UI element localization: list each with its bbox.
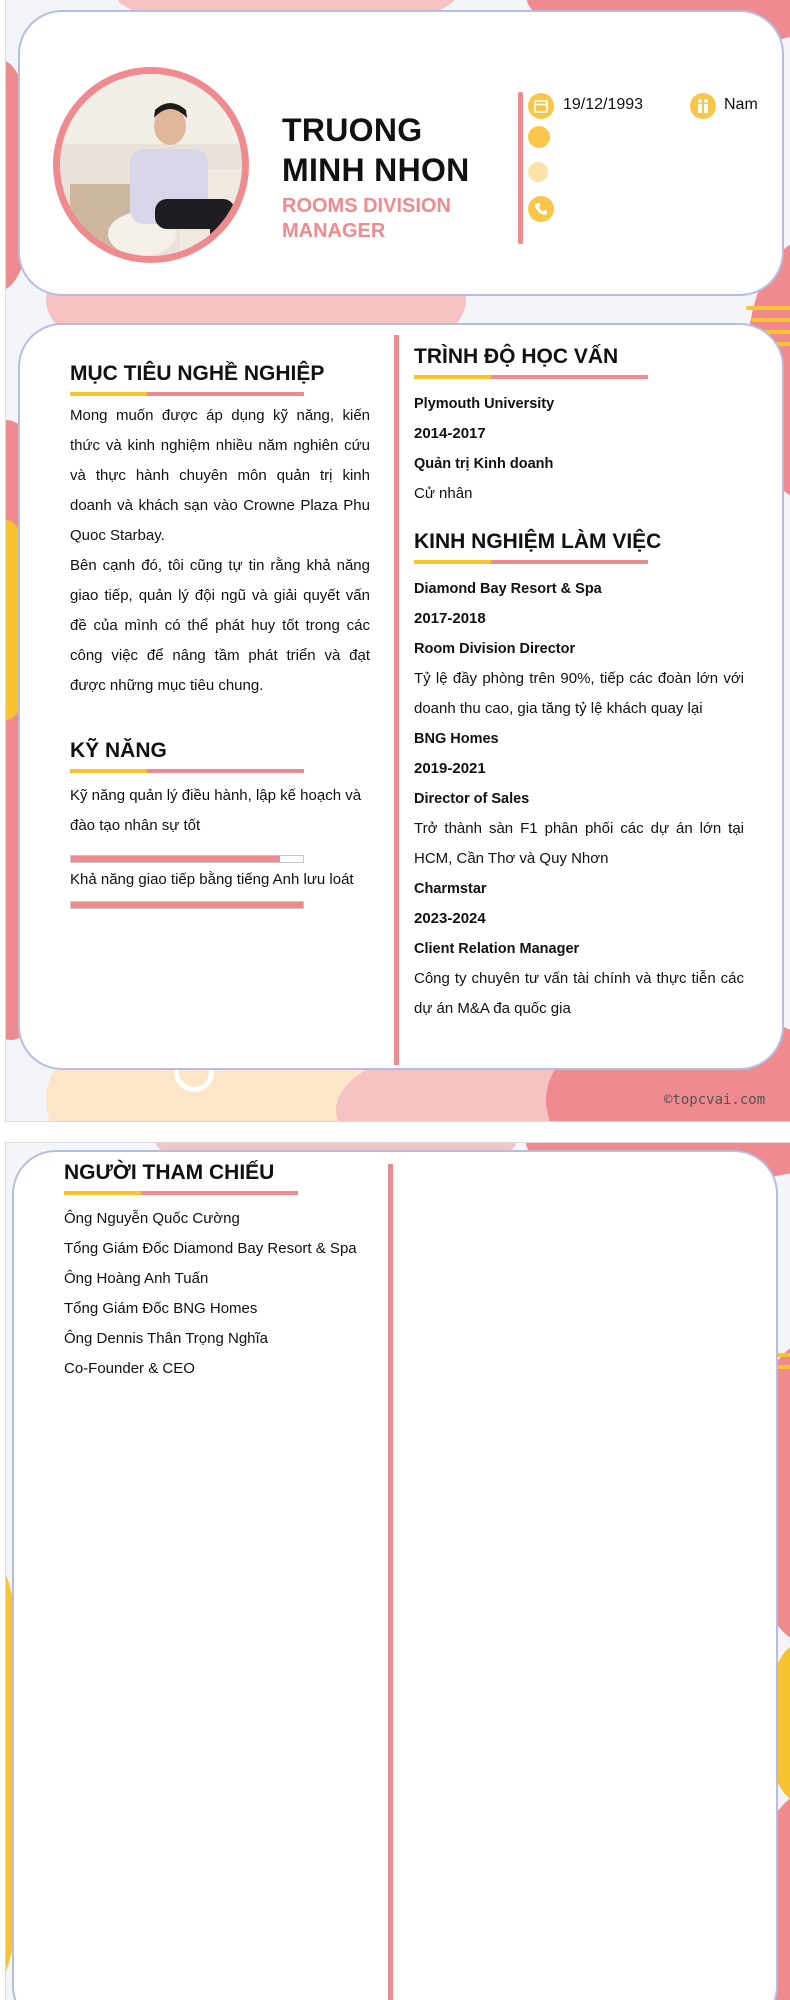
job-company: Diamond Bay Resort & Spa — [414, 581, 602, 597]
job-description: Trở thành sàn F1 phân phối các dự án lớn tại HCM, Cần Thơ và Quy Nhơn — [414, 820, 744, 867]
calendar-icon — [528, 93, 554, 119]
references-heading: NGƯỜI THAM CHIẾU — [64, 1161, 275, 1184]
job-company: BNG Homes — [414, 731, 499, 747]
objective-heading: MỤC TIÊU NGHỀ NGHIỆP — [70, 362, 325, 385]
email-icon — [528, 126, 550, 148]
reference-line: Ông Dennis Thân Trọng Nghĩa — [64, 1330, 269, 1347]
gender-icon — [690, 93, 716, 119]
job-years: 2017-2018 — [414, 610, 486, 627]
skill-level-fill — [71, 902, 303, 908]
references-card — [12, 1150, 778, 2000]
column-divider — [394, 335, 399, 1065]
header-divider — [518, 92, 523, 244]
job-years: 2023-2024 — [414, 910, 486, 927]
candidate-name: TRUONG MINH NHON — [282, 112, 470, 188]
education-heading: TRÌNH ĐỘ HỌC VẤN — [414, 345, 619, 368]
skills-heading: KỸ NĂNG — [70, 739, 167, 762]
main-content-card — [18, 323, 784, 1070]
job-description: Tỷ lệ đầy phòng trên 90%, tiếp các đoàn lớn với doanh thu cao, gia tăng tỷ lệ khách quay lại — [414, 670, 744, 717]
reference-line: Ông Nguyễn Quốc Cường — [64, 1210, 240, 1227]
decor-stripe — [746, 306, 790, 310]
education-school: Plymouth University — [414, 396, 555, 412]
experience-underline — [414, 560, 648, 564]
candidate-title: ROOMS DIVISION MANAGER — [282, 195, 451, 242]
reference-line: Tổng Giám Đốc Diamond Bay Resort & Spa — [64, 1240, 357, 1257]
job-years: 2019-2021 — [414, 760, 486, 777]
reference-line: Ông Hoàng Anh Tuấn — [64, 1270, 209, 1287]
job-role: Client Relation Manager — [414, 941, 580, 957]
job-company: Charmstar — [414, 881, 487, 897]
objective-underline — [70, 392, 304, 396]
experience-heading: KINH NGHIỆM LÀM VIỆC — [414, 530, 662, 553]
cv-page-1 — [5, 0, 790, 1122]
column-divider — [388, 1164, 393, 2000]
skill-level-bar — [70, 901, 304, 909]
skill-level-fill — [71, 856, 280, 862]
reference-line: Co-Founder & CEO — [64, 1360, 195, 1377]
education-underline — [414, 375, 648, 379]
skill-label: Kỹ năng quản lý điều hành, lập kế hoạch và đào tạo nhân sự tốt — [70, 787, 362, 834]
birthdate: 19/12/1993 — [563, 96, 644, 113]
education-major: Quản trị Kinh doanh — [414, 456, 554, 472]
watermark: ©topcvai.com — [664, 1092, 766, 1108]
objective-paragraph: Bên cạnh đó, tôi cũng tự tin rằng khả năng giao tiếp, quản lý đội ngũ và giải quyết vấn đề của mình có thể phát huy tốt trong các công việc để nâng tầm phát triển và đạt được những mục tiêu chung. — [70, 557, 370, 694]
job-role: Room Division Director — [414, 641, 576, 657]
phone-icon — [528, 196, 554, 222]
skills-underline — [70, 769, 304, 773]
profile-header-card — [18, 10, 784, 296]
profile-photo — [60, 74, 249, 263]
education-degree: Cử nhân — [414, 485, 473, 502]
objective-paragraph: Mong muốn được áp dụng kỹ năng, kiến thức và kinh nghiệm nhiều năm nghiên cứu và thực hành chuyên môn quản trị kinh doanh và khách sạn vào Crowne Plaza Phu Quoc Starbay. — [70, 407, 370, 544]
location-icon — [528, 162, 548, 182]
avatar — [53, 67, 249, 263]
skill-label: Khả năng giao tiếp bằng tiếng Anh lưu loát — [70, 871, 354, 888]
job-role: Director of Sales — [414, 791, 530, 807]
education-years: 2014-2017 — [414, 425, 486, 442]
reference-line: Tổng Giám Đốc BNG Homes — [64, 1300, 258, 1317]
references-underline — [64, 1191, 298, 1195]
gender: Nam — [724, 96, 758, 113]
job-description: Công ty chuyên tư vấn tài chính và thực tiễn các dự án M&A đa quốc gia — [414, 970, 744, 1017]
decor-stripe — [751, 318, 790, 322]
skill-level-bar — [70, 855, 304, 863]
